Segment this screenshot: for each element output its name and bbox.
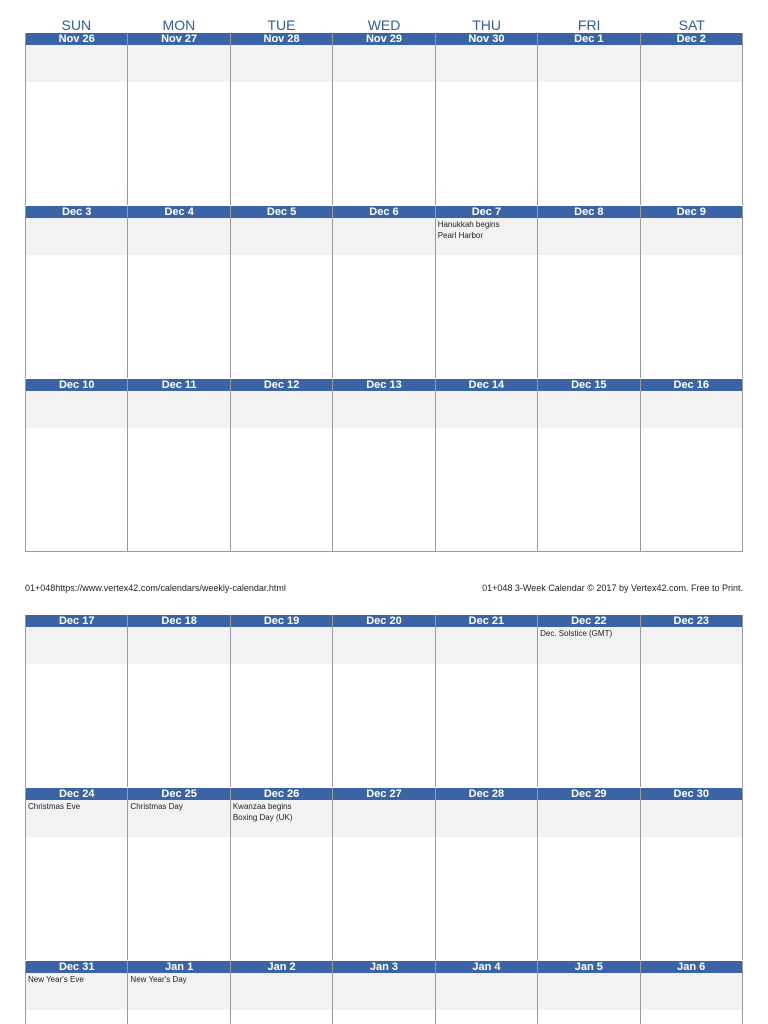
- notes-area[interactable]: [436, 428, 537, 551]
- notes-area[interactable]: [128, 1010, 229, 1024]
- events-area[interactable]: [538, 218, 639, 255]
- notes-area[interactable]: [231, 82, 332, 205]
- notes-area[interactable]: [538, 664, 639, 787]
- footer-copyright: 01+048 3-Week Calendar © 2017 by Vertex42.com. Free to Print.: [482, 583, 743, 593]
- notes-area[interactable]: [231, 255, 332, 378]
- events-area[interactable]: [26, 973, 127, 1010]
- date-label: Dec 11: [128, 379, 229, 391]
- notes-area[interactable]: [333, 82, 434, 205]
- date-label: Dec 15: [538, 379, 639, 391]
- day-cell[interactable]: [640, 615, 743, 787]
- events-area[interactable]: [333, 45, 434, 82]
- day-cell[interactable]: [435, 788, 537, 960]
- date-label: Jan 5: [538, 961, 639, 973]
- day-cell[interactable]: [332, 961, 434, 1024]
- notes-area[interactable]: [333, 1010, 434, 1024]
- day-name-header: [25, 17, 743, 34]
- date-label: Jan 1: [128, 961, 229, 973]
- day-cell[interactable]: [127, 615, 229, 787]
- date-label: Dec 10: [26, 379, 127, 391]
- notes-area[interactable]: [26, 664, 127, 787]
- date-label: Dec 27: [333, 788, 434, 800]
- notes-area[interactable]: [333, 837, 434, 960]
- events-area[interactable]: [128, 627, 229, 664]
- events-area[interactable]: [641, 800, 742, 837]
- notes-area[interactable]: [538, 255, 639, 378]
- notes-area[interactable]: [231, 428, 332, 551]
- event-item: New Year's Day: [130, 975, 187, 984]
- grid-bottom-border: [25, 551, 743, 552]
- footer-url[interactable]: 01+048https://www.vertex42.com/calendars/weekly-calendar.html: [25, 583, 286, 593]
- notes-area[interactable]: [436, 664, 537, 787]
- events-area[interactable]: [26, 800, 127, 837]
- notes-area[interactable]: [333, 664, 434, 787]
- notes-area[interactable]: [128, 428, 229, 551]
- events-area[interactable]: [231, 391, 332, 428]
- day-cell[interactable]: [230, 33, 332, 205]
- events-area[interactable]: [641, 973, 742, 1010]
- notes-area[interactable]: [26, 255, 127, 378]
- events-area[interactable]: [333, 218, 434, 255]
- date-label: Dec 24: [26, 788, 127, 800]
- date-label: Dec 20: [333, 615, 434, 627]
- notes-area[interactable]: [26, 837, 127, 960]
- notes-area[interactable]: [641, 1010, 742, 1024]
- date-label: Nov 28: [231, 33, 332, 45]
- event-item: Christmas Eve: [28, 802, 81, 811]
- date-label: Dec 26: [231, 788, 332, 800]
- week-row: [25, 206, 743, 378]
- events-area[interactable]: [436, 627, 537, 664]
- week-row: [25, 379, 743, 551]
- date-label: Dec 18: [128, 615, 229, 627]
- date-label: Jan 3: [333, 961, 434, 973]
- events-area[interactable]: [436, 218, 537, 255]
- events-area[interactable]: [436, 800, 537, 837]
- date-label: Dec 7: [436, 206, 537, 218]
- date-label: Jan 6: [641, 961, 742, 973]
- week-row: [25, 33, 743, 205]
- notes-area[interactable]: [538, 1010, 639, 1024]
- events-area[interactable]: [231, 800, 332, 837]
- date-label: Dec 6: [333, 206, 434, 218]
- notes-area[interactable]: [26, 82, 127, 205]
- week-row: [25, 788, 743, 960]
- week-row: [25, 615, 743, 787]
- date-label: Jan 4: [436, 961, 537, 973]
- event-item: Christmas Day: [130, 802, 183, 811]
- notes-area[interactable]: [436, 1010, 537, 1024]
- day-cell[interactable]: [230, 206, 332, 378]
- date-label: Dec 4: [128, 206, 229, 218]
- date-label: Jan 2: [231, 961, 332, 973]
- events-area[interactable]: [231, 218, 332, 255]
- day-cell[interactable]: [127, 961, 229, 1024]
- day-cell[interactable]: [640, 379, 743, 551]
- day-cell[interactable]: [537, 206, 639, 378]
- date-label: Dec 21: [436, 615, 537, 627]
- event-item: Boxing Day (UK): [232, 813, 293, 822]
- notes-area[interactable]: [26, 1010, 127, 1024]
- events-area[interactable]: [26, 45, 127, 82]
- notes-area[interactable]: [538, 82, 639, 205]
- events-area[interactable]: [436, 391, 537, 428]
- date-label: Dec 9: [641, 206, 742, 218]
- day-cell[interactable]: [435, 33, 537, 205]
- day-cell[interactable]: [435, 206, 537, 378]
- notes-area[interactable]: [641, 664, 742, 787]
- notes-area[interactable]: [436, 82, 537, 205]
- events-area[interactable]: [538, 973, 639, 1010]
- week-row: [25, 961, 743, 1024]
- day-cell[interactable]: [25, 206, 127, 378]
- day-cell[interactable]: [127, 379, 229, 551]
- notes-area[interactable]: [231, 837, 332, 960]
- notes-area[interactable]: [641, 837, 742, 960]
- events-area[interactable]: [333, 973, 434, 1010]
- day-cell[interactable]: [332, 615, 434, 787]
- date-label: Dec 14: [436, 379, 537, 391]
- date-label: Dec 3: [26, 206, 127, 218]
- day-cell[interactable]: [640, 961, 743, 1024]
- day-cell[interactable]: [127, 33, 229, 205]
- events-area[interactable]: [436, 45, 537, 82]
- notes-area[interactable]: [641, 82, 742, 205]
- event-item: Hanukkah begins: [437, 220, 500, 229]
- day-cell[interactable]: [640, 788, 743, 960]
- date-label: Dec 2: [641, 33, 742, 45]
- date-label: Dec 31: [26, 961, 127, 973]
- date-label: Dec 19: [231, 615, 332, 627]
- events-area[interactable]: [231, 45, 332, 82]
- date-label: Dec 29: [538, 788, 639, 800]
- date-label: Dec 13: [333, 379, 434, 391]
- events-area[interactable]: [128, 391, 229, 428]
- day-cell[interactable]: [25, 615, 127, 787]
- day-cell[interactable]: [332, 788, 434, 960]
- day-name-thu: THU: [472, 17, 501, 33]
- events-area[interactable]: [641, 627, 742, 664]
- events-area[interactable]: [538, 800, 639, 837]
- day-cell[interactable]: [230, 788, 332, 960]
- day-cell[interactable]: [435, 615, 537, 787]
- date-label: Nov 27: [128, 33, 229, 45]
- day-cell[interactable]: [332, 379, 434, 551]
- events-area[interactable]: [26, 218, 127, 255]
- date-label: Dec 30: [641, 788, 742, 800]
- day-cell[interactable]: [332, 206, 434, 378]
- day-name-mon: MON: [162, 17, 196, 33]
- notes-area[interactable]: [231, 664, 332, 787]
- day-cell[interactable]: [25, 961, 127, 1024]
- events-area[interactable]: [26, 627, 127, 664]
- events-area[interactable]: [436, 973, 537, 1010]
- day-cell[interactable]: [435, 379, 537, 551]
- date-label: Dec 23: [641, 615, 742, 627]
- event-item: Dec. Solstice (GMT): [540, 629, 613, 638]
- events-area[interactable]: [231, 627, 332, 664]
- notes-area[interactable]: [333, 255, 434, 378]
- events-area[interactable]: [538, 627, 639, 664]
- notes-area[interactable]: [333, 428, 434, 551]
- date-label: Dec 8: [538, 206, 639, 218]
- day-name-tue: TUE: [267, 17, 296, 33]
- notes-area[interactable]: [128, 82, 229, 205]
- day-name-wed: WED: [367, 17, 401, 33]
- events-area[interactable]: [128, 45, 229, 82]
- events-area[interactable]: [333, 627, 434, 664]
- day-cell[interactable]: [127, 206, 229, 378]
- day-cell[interactable]: [127, 788, 229, 960]
- date-label: Dec 25: [128, 788, 229, 800]
- events-area[interactable]: [333, 391, 434, 428]
- day-cell[interactable]: [537, 788, 639, 960]
- date-label: Dec 17: [26, 615, 127, 627]
- day-cell[interactable]: [537, 961, 639, 1024]
- notes-area[interactable]: [128, 255, 229, 378]
- events-area[interactable]: [641, 391, 742, 428]
- notes-area[interactable]: [128, 837, 229, 960]
- day-cell[interactable]: [537, 615, 639, 787]
- events-area[interactable]: [128, 800, 229, 837]
- day-name-sun: SUN: [61, 17, 92, 33]
- notes-area[interactable]: [231, 1010, 332, 1024]
- date-label: Dec 16: [641, 379, 742, 391]
- notes-area[interactable]: [538, 837, 639, 960]
- day-name-sat: SAT: [678, 17, 705, 33]
- notes-area[interactable]: [641, 255, 742, 378]
- day-cell[interactable]: [230, 615, 332, 787]
- events-area[interactable]: [538, 391, 639, 428]
- date-label: Dec 28: [436, 788, 537, 800]
- events-area[interactable]: [26, 391, 127, 428]
- day-cell[interactable]: [230, 961, 332, 1024]
- day-cell[interactable]: [332, 33, 434, 205]
- day-name-fri: FRI: [577, 17, 601, 33]
- date-label: Nov 29: [333, 33, 434, 45]
- day-cell[interactable]: [640, 33, 743, 205]
- notes-area[interactable]: [641, 428, 742, 551]
- date-label: Dec 12: [231, 379, 332, 391]
- event-item: New Year's Eve: [28, 975, 84, 984]
- notes-area[interactable]: [26, 428, 127, 551]
- day-cell[interactable]: [25, 788, 127, 960]
- day-cell[interactable]: [435, 961, 537, 1024]
- events-area[interactable]: [641, 218, 742, 255]
- day-cell[interactable]: [230, 379, 332, 551]
- day-cell[interactable]: [537, 33, 639, 205]
- event-item: Pearl Harbor: [437, 231, 484, 240]
- event-item: Kwanzaa begins: [232, 802, 292, 811]
- page-footer: [25, 582, 743, 594]
- events-area[interactable]: [333, 800, 434, 837]
- events-area[interactable]: [128, 973, 229, 1010]
- date-label: Nov 26: [26, 33, 127, 45]
- date-label: Dec 5: [231, 206, 332, 218]
- day-cell[interactable]: [640, 206, 743, 378]
- events-area[interactable]: [538, 45, 639, 82]
- day-cell[interactable]: [537, 379, 639, 551]
- day-cell[interactable]: [25, 379, 127, 551]
- day-cell[interactable]: [25, 33, 127, 205]
- date-label: Nov 30: [436, 33, 537, 45]
- date-label: Dec 1: [538, 33, 639, 45]
- events-area[interactable]: [231, 973, 332, 1010]
- notes-area[interactable]: [538, 428, 639, 551]
- notes-area[interactable]: [436, 837, 537, 960]
- events-area[interactable]: [641, 45, 742, 82]
- notes-area[interactable]: [128, 664, 229, 787]
- notes-area[interactable]: [436, 255, 537, 378]
- date-label: Dec 22: [538, 615, 639, 627]
- events-area[interactable]: [128, 218, 229, 255]
